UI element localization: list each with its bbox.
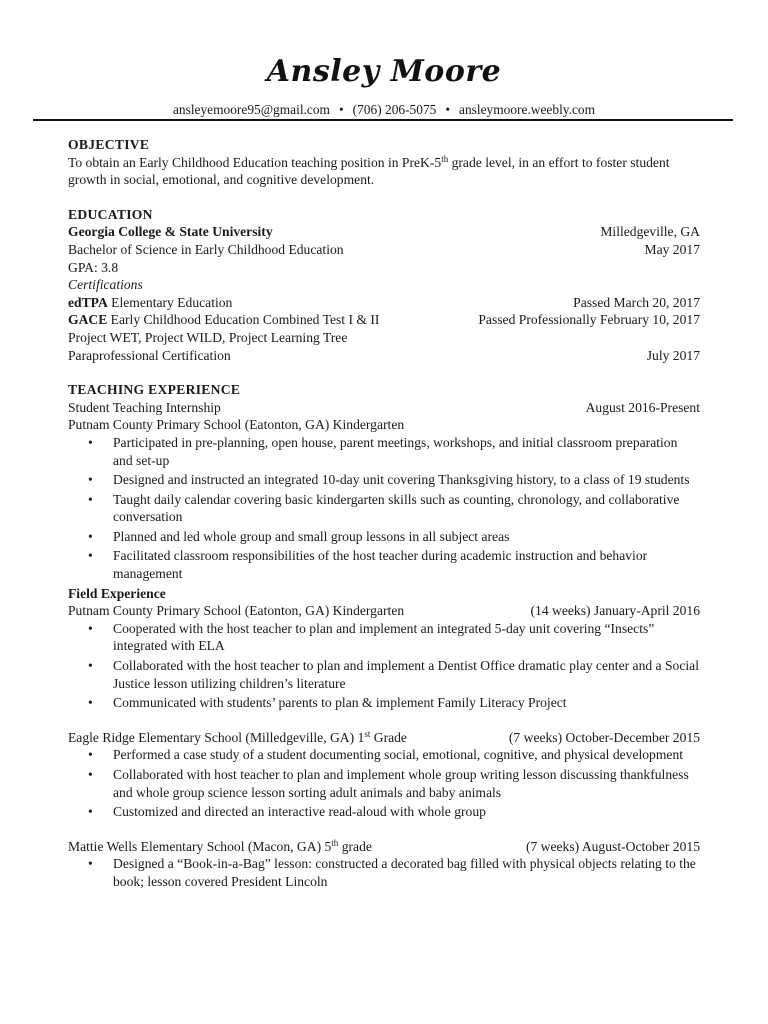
field-experience-row <box>68 838 700 856</box>
bullet-item: • Taught daily calendar covering basic kindergarten skills such as counting, chronology, and collaborative conversation <box>68 491 700 526</box>
place-text: grade <box>338 838 372 854</box>
bullet-item: • Designed and instructed an integrated 10-day unit covering Thanksgiving history, to a class of 19 students <box>68 471 700 489</box>
field-experience-row <box>68 602 700 620</box>
certification-name <box>68 347 231 365</box>
resume-content <box>68 136 700 893</box>
certification-exam: GACE <box>68 312 108 328</box>
certifications-heading: Certifications <box>68 277 143 293</box>
field-experience-item <box>68 729 700 838</box>
superscript: th <box>331 837 339 848</box>
bullet-item: • Planned and led whole group and small group lessons in all subject areas <box>68 528 700 546</box>
school-name: Georgia College & State University <box>68 224 273 240</box>
field-experience-item <box>68 838 700 891</box>
field-experience-row <box>68 729 700 747</box>
certification-date: July 2017 <box>646 347 700 363</box>
certification-exam: edTPA <box>68 294 108 310</box>
gpa-text: GPA: 3.8 <box>68 259 119 275</box>
section-title: EDUCATION <box>68 206 153 222</box>
bullet-item: • Customized and directed an interactive read-aloud with whole group <box>68 803 700 821</box>
bullet-item: • Facilitated classroom responsibilities of the host teacher during academic instruction and behavior management <box>68 547 700 582</box>
candidate-name: Ansley Moore <box>266 54 502 89</box>
field-experience-list <box>68 602 700 890</box>
internship-row <box>68 399 700 417</box>
degree-date: May 2017 <box>644 241 700 257</box>
certification-detail: Paraprofessional Certification <box>68 347 231 363</box>
field-experience-date: (14 weeks) January-April 2016 <box>530 603 700 619</box>
header-divider <box>33 119 733 121</box>
website-text: ansleymoore.weebly.com <box>459 102 596 117</box>
field-experience-date: (7 weeks) October-December 2015 <box>508 729 700 745</box>
email-text: ansleyemoore95@gmail.com <box>172 102 330 117</box>
certification-name <box>68 311 379 329</box>
place-text: Grade <box>370 729 407 745</box>
bullet-item: • Cooperated with the host teacher to plan and implement an integrated 5-day unit covering “Insects” integrated with ELA <box>68 620 700 655</box>
field-experience-heading: Field Experience <box>68 585 166 601</box>
certification-detail: Elementary Education <box>107 294 233 310</box>
spacer <box>68 714 700 729</box>
field-experience-place <box>68 602 404 620</box>
separator: • <box>445 102 451 117</box>
internship-place: Putnam County Primary School (Eatonton, GA) Kindergarten <box>68 417 405 433</box>
contact-line <box>68 101 700 119</box>
place-text: Mattie Wells Elementary School (Macon, GA) 5 <box>68 838 332 854</box>
school-row <box>68 223 700 241</box>
certification-name <box>68 329 347 347</box>
field-experience-item <box>68 602 700 729</box>
certification-date: Passed March 20, 2017 <box>573 294 700 310</box>
bullet-item: • Collaborated with the host teacher to plan and implement a Dentist Office dramatic play center and a Social Justice lesson utilizing children’s literature <box>68 657 700 692</box>
bullet-item: • Collaborated with host teacher to plan and implement whole group writing lesson discussing thankfulness and whole group science lesson sorting adult animals and baby animals <box>68 766 700 801</box>
certification-row <box>68 294 700 312</box>
field-bullet-list <box>68 620 700 712</box>
bullet-item: • Designed a “Book-in-a-Bag” lesson: constructed a decorated bag filled with physical objects relating to the book; lesson covered President Lincoln <box>68 855 700 890</box>
teaching-section <box>68 381 700 890</box>
place-text: Eagle Ridge Elementary School (Milledgeville, GA) 1 <box>68 729 365 745</box>
superscript: st <box>364 728 371 739</box>
field-experience-place <box>68 838 372 856</box>
degree-row <box>68 241 700 259</box>
internship-bullet-list <box>68 434 700 583</box>
field-bullet-list <box>68 746 700 820</box>
certification-name <box>68 294 232 312</box>
certification-detail: Project WET, Project WILD, Project Learning Tree <box>68 329 348 345</box>
place-text: Putnam County Primary School (Eatonton, GA) Kindergarten <box>68 603 405 619</box>
spacer <box>68 823 700 838</box>
internship-role: Student Teaching Internship <box>68 399 221 415</box>
field-bullet-list <box>68 855 700 890</box>
objective-section <box>68 136 700 189</box>
bullet-item: • Communicated with students’ parents to plan & implement Family Literacy Project <box>68 694 700 712</box>
phone-text: (706) 206-5075 <box>352 102 437 117</box>
objective-text-part: To obtain an Early Childhood Education teaching position in PreK-5 <box>68 154 442 170</box>
field-experience-place <box>68 729 407 747</box>
school-location: Milledgeville, GA <box>600 224 700 240</box>
education-section <box>68 206 700 364</box>
superscript: th <box>441 153 449 164</box>
objective-text-part: grade level, in an effort to foster student growth in social, emotional, and cognitive development. <box>68 154 670 188</box>
bullet-item: • Performed a case study of a student documenting social, emotional, cognitive, and physical development <box>68 746 700 764</box>
field-experience-date: (7 weeks) August-October 2015 <box>525 838 700 854</box>
certification-date: Passed Professionally February 10, 2017 <box>478 312 700 328</box>
certification-row <box>68 311 700 329</box>
objective-text <box>68 154 700 189</box>
certification-row <box>68 329 700 347</box>
internship-date: August 2016-Present <box>585 399 700 415</box>
section-title: OBJECTIVE <box>68 137 150 152</box>
degree-name: Bachelor of Science in Early Childhood Education <box>68 241 344 257</box>
section-title: TEACHING EXPERIENCE <box>68 382 241 398</box>
separator: • <box>338 102 344 117</box>
certifications-list <box>68 294 700 364</box>
bullet-item: • Participated in pre-planning, open house, parent meetings, workshops, and initial classroom preparation and set-up <box>68 434 700 469</box>
certification-row <box>68 347 700 365</box>
certification-detail: Early Childhood Education Combined Test I & II <box>107 312 380 328</box>
